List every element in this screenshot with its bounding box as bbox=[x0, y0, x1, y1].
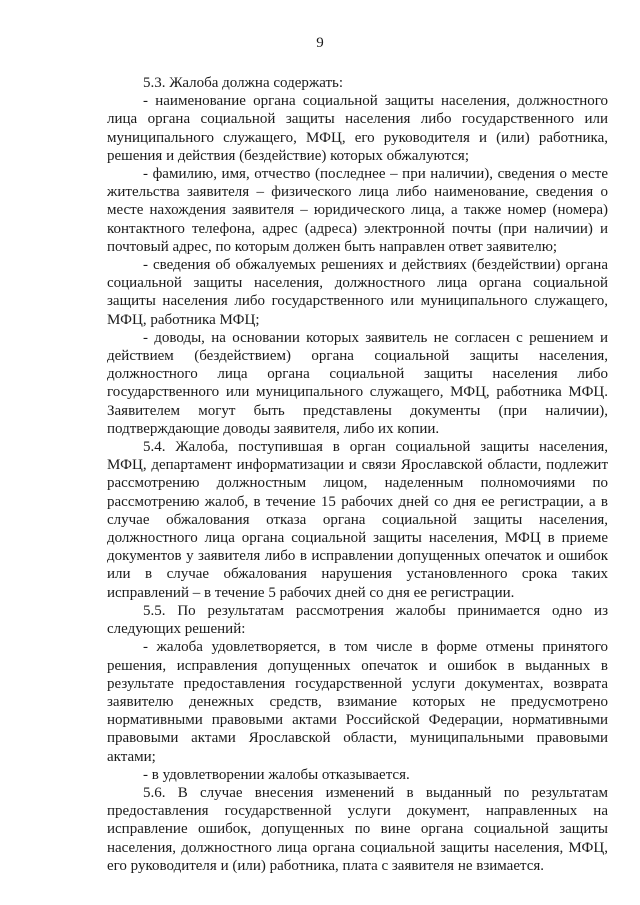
paragraph-5-6: 5.6. В случае внесения изменений в выданный по результатам предоставления государственной услуги документ, направленных на исправление ошибок, допущенных по вине органа социальной защиты населения, должностного лица органа социальной защиты населения, МФЦ, его руководителя и (или) работника, плата с заявителя не взимается. bbox=[107, 784, 608, 874]
paragraph-5-3-item-arguments: - доводы, на основании которых заявитель не согласен с решением и действием (бездействием) органа социальной защиты населения, должностного лица органа социальной защиты населения либо государственного или муниципального служащего, МФЦ, работника МФЦ. Заявителем могут быть представлены документы (при наличии), подтверждающие доводы заявителя, либо их копии. bbox=[107, 329, 608, 437]
document-body bbox=[107, 74, 608, 875]
paragraph-5-5-item-satisfied: - жалоба удовлетворяется, в том числе в форме отмены принятого решения, исправления допущенных опечаток и ошибок в выданных в результате предоставления государственной услуги документах, возврата заявителю денежных средств, взимание которых не предусмотрено нормативными правовыми актами Российской Федерации, нормативными правовыми актами Ярославской области, муниципальными правовыми актами; bbox=[107, 639, 608, 765]
paragraph-5-5-item-refused: - в удовлетворении жалобы отказывается. bbox=[143, 766, 410, 783]
paragraph-5-3-item-applicant: - фамилию, имя, отчество (последнее – при наличии), сведения о месте жительства заявителя – физического лица либо наименование, сведения о месте нахождения заявителя – юридического лица, а также номер (номера) контактного телефона, адрес (адреса) электронной почты (при наличии) и почтовый адрес, по которым должен быть направлен ответ заявителю; bbox=[107, 166, 608, 255]
paragraph-5-3-heading: 5.3. Жалоба должна содержать: bbox=[143, 75, 344, 91]
paragraph-5-3-item-organ: - наименование органа социальной защиты населения, должностного лица органа социальной защиты населения либо государственного или муниципального служащего, МФЦ, его руководителя и (или) работника, решения и действия (бездействие) которых обжалуются; bbox=[107, 93, 608, 164]
page-number: 9 bbox=[316, 35, 324, 51]
paragraph-5-5-heading: 5.5. По результатам рассмотрения жалобы принимается одно из следующих решений: bbox=[107, 602, 608, 638]
paragraph-5-3-item-decisions: - сведения об обжалуемых решениях и действиях (бездействии) органа социальной защиты населения, должностного лица органа социальной защиты населения либо государственного или муниципального служащего, МФЦ, работника МФЦ; bbox=[107, 257, 608, 328]
paragraph-5-4: 5.4. Жалоба, поступившая в орган социальной защиты населения, МФЦ, департамент информатизации и связи Ярославской области, подлежит рассмотрению должностным лицом, наделенным полномочиями по рассмотрению жалоб, в течение 15 рабочих дней со дня ее регистрации, а в случае обжалования отказа органа социальной защиты населения, должностного лица органа социальной защиты населения, МФЦ в приеме документов у заявителя либо в исправлении допущенных опечаток и ошибок или в случае обжалования нарушения установленного срока таких исправлений – в течение 5 рабочих дней со дня ее регистрации. bbox=[107, 439, 608, 601]
